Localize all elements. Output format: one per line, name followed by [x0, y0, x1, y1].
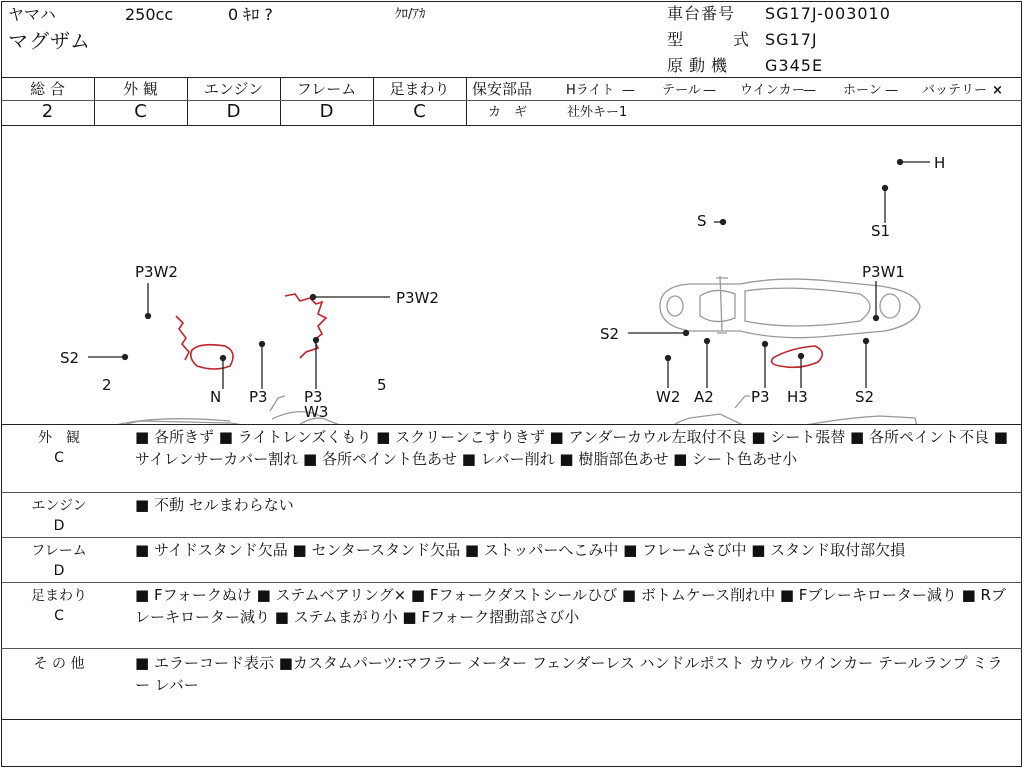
- frame-number: SG17J-003010: [765, 4, 891, 23]
- damage-scratch-mark: [285, 294, 326, 358]
- condition-grade-frame: D: [53, 563, 65, 579]
- model-name: マグザム: [8, 29, 91, 53]
- safety-horn-value: —: [885, 83, 898, 98]
- diagram-label: P3: [751, 388, 770, 406]
- color: ｸﾛ/ｱｶ: [395, 7, 426, 22]
- displacement: 250cc: [125, 5, 174, 24]
- diagram-label: H3: [787, 388, 808, 406]
- diagram-label: H: [934, 154, 946, 172]
- divider: [467, 100, 1022, 101]
- scooter-right-view: [643, 396, 918, 424]
- diagram-label: N: [210, 388, 222, 406]
- safety-tail-label: テール: [662, 83, 701, 98]
- condition-title-other: そ の 他: [33, 656, 85, 672]
- diagram-label: P3W2: [135, 263, 178, 281]
- safety-battery-value: ×: [992, 83, 1003, 98]
- condition-text-frame: ■ サイドスタンド欠品 ■ センタースタンド欠品 ■ ストッパーへこみ中 ■ フレームさび中 ■ スタンド取付部欠損: [135, 541, 906, 559]
- safety-horn-label: ホーン: [843, 83, 882, 98]
- condition-text-engine: ■ 不動 セルまわらない: [135, 496, 294, 514]
- safety-winker-value: —: [803, 83, 816, 98]
- diagram-label: P3: [304, 388, 323, 406]
- safety-tail-value: —: [703, 83, 716, 98]
- grade-label-engine: エンジン: [203, 80, 264, 98]
- divider: [1, 582, 1022, 583]
- diagram-label: W2: [656, 388, 681, 406]
- divider: [1, 537, 1022, 538]
- diagram-label: S2: [855, 388, 875, 406]
- condition-grade-suspension: C: [54, 608, 64, 624]
- diagram-label: S1: [871, 222, 891, 240]
- diagram-label: P3: [249, 388, 268, 406]
- grade-value-overall: 2: [41, 101, 54, 122]
- grade-value-engine: D: [226, 101, 241, 122]
- diagram-label: S: [697, 212, 707, 230]
- grade-value-suspension: C: [413, 101, 426, 122]
- engine-label: 原動機: [667, 56, 734, 75]
- diagram-label: W3: [304, 403, 329, 421]
- frame-number-label: 車台番号: [667, 4, 736, 23]
- condition-text-suspension: ■ Fフォークぬけ ■ ステムベアリング× ■ Fフォークダストシールひび ■ ボトムケース削れ中 ■ Fブレーキローター減り ■ Rブレーキローター減り ■ ステムまがり小 ■ Fフォーク摺動部さび小: [135, 586, 1006, 626]
- scooter-left-view: [99, 396, 369, 424]
- damage-scratch-mark: [176, 316, 189, 360]
- model-type-label-1: 型: [667, 30, 684, 49]
- divider: [1, 424, 1022, 425]
- divider: [1, 719, 1022, 720]
- diagram-label: A2: [694, 388, 714, 406]
- scooter-top-view: [660, 276, 920, 338]
- divider: [466, 77, 467, 125]
- damage-circle-mark: [191, 345, 233, 369]
- divider: [1, 492, 1022, 493]
- diagram-label: S2: [600, 325, 620, 343]
- grade-label-overall: 総 合: [30, 80, 65, 98]
- grade-value-exterior: C: [134, 101, 147, 122]
- safety-battery-label: バッテリー: [922, 83, 988, 98]
- grade-label-frame: フレーム: [296, 80, 357, 98]
- safety-title: 保安部品: [472, 80, 533, 98]
- damage-circle-mark: [772, 346, 823, 367]
- diagram-label: S2: [60, 349, 80, 367]
- condition-title-engine: エンジン: [31, 498, 87, 514]
- condition-title-frame: フレーム: [31, 543, 87, 559]
- grade-value-frame: D: [319, 101, 334, 122]
- key-value: 社外キー1: [567, 105, 628, 120]
- condition-text-other: ■ エラーコード表示 ■カスタムパーツ:マフラー メーター フェンダーレス ハンドルポスト カウル ウインカー テールランプ ミラー レバー: [135, 654, 1003, 694]
- condition-title-suspension: 足まわり: [31, 588, 87, 604]
- diagram-label: 2: [102, 376, 112, 394]
- safety-headlight-value: —: [622, 83, 635, 98]
- grade-label-suspension: 足まわり: [389, 80, 450, 98]
- safety-headlight-label: Hライト: [566, 83, 615, 98]
- divider: [1, 648, 1022, 649]
- condition-text-exterior: ■ 各所きず ■ ライトレンズくもり ■ スクリーンこすりきず ■ アンダーカウル左取付不良 ■ シート張替 ■ 各所ペイント不良 ■ サイレンサーカバー割れ ■ 各所ペイント色あせ ■ レバー削れ ■ 樹脂部色あせ ■ シート色あせ小: [135, 428, 1008, 468]
- diagram-label: 5: [377, 376, 387, 394]
- condition-grade-exterior: C: [54, 450, 64, 466]
- model-type-label-2: 式: [733, 30, 750, 49]
- damage-diagram: [0, 126, 1022, 424]
- maker: ヤマハ: [8, 5, 56, 24]
- diagram-label: P3W2: [396, 289, 439, 307]
- engine-number: G345E: [765, 56, 824, 75]
- grade-label-exterior: 外 観: [123, 80, 158, 98]
- divider: [1, 77, 1022, 78]
- condition-title-exterior: 外 観: [38, 430, 80, 446]
- model-type: SG17J: [765, 30, 818, 49]
- condition-grade-engine: D: [53, 518, 65, 534]
- safety-winker-label: ウインカー: [740, 83, 805, 98]
- key-label: カ ギ: [488, 105, 528, 120]
- diagram-label: P3W1: [862, 263, 905, 281]
- mileage: 0 ｷﾛ ?: [228, 5, 273, 24]
